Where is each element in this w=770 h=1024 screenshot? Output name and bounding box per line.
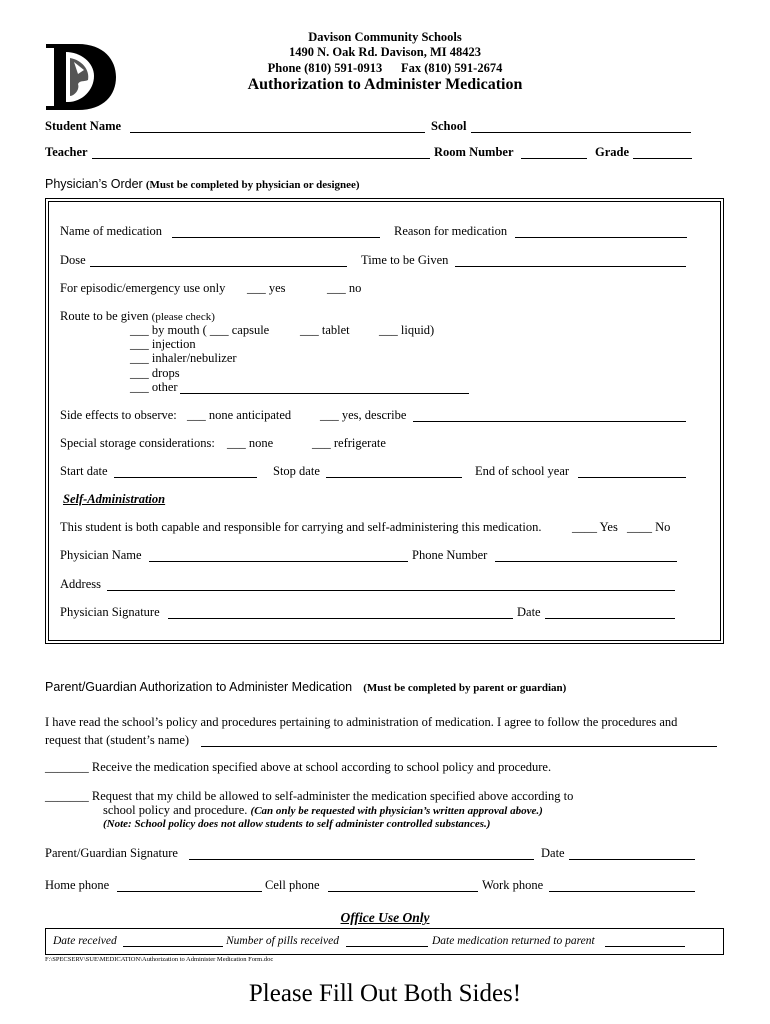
request-note2: (Note: School policy does not allow students to self administer controlled substances.) <box>103 818 491 830</box>
side-effects-yes-option[interactable]: ___ yes, describe <box>320 408 407 422</box>
request-blank[interactable]: _______ <box>45 789 89 803</box>
receive-text: Receive the medication specified above at school according to school policy and procedure. <box>91 760 552 774</box>
phone-number-field[interactable] <box>495 549 677 562</box>
episodic-yes-option[interactable]: ___ yes <box>247 281 286 295</box>
school-field[interactable] <box>471 120 691 133</box>
reason-field[interactable] <box>515 225 687 238</box>
receive-blank[interactable]: _______ <box>45 760 89 774</box>
episodic-label: For episodic/emergency use only <box>60 281 226 295</box>
policy-statement-line2: request that (student’s name) <box>45 733 190 747</box>
date-returned-label: Date medication returned to parent <box>432 935 595 947</box>
storage-none-option[interactable]: ___ none <box>227 436 274 450</box>
stop-date-label: Stop date <box>273 464 320 478</box>
physician-section-title: Physician’s Order <box>45 177 143 191</box>
route-liquid-option[interactable]: ___ liquid) <box>379 323 435 337</box>
storage-label: Special storage considerations: <box>60 436 215 450</box>
physician-date-field[interactable] <box>545 606 675 619</box>
self-admin-statement: This student is both capable and responsible for carrying and self-administering this medication. <box>60 520 542 534</box>
physician-name-label: Physician Name <box>60 548 142 562</box>
storage-refrigerate-option[interactable]: ___ refrigerate <box>312 436 386 450</box>
physician-name-field[interactable] <box>149 549 408 562</box>
route-injection-option[interactable]: ___ injection <box>130 337 196 351</box>
grade-label: Grade <box>595 145 630 159</box>
home-phone-field[interactable] <box>117 879 262 892</box>
side-effects-describe-field[interactable] <box>413 409 686 422</box>
physician-section-note: (Must be completed by physician or designee) <box>145 179 360 191</box>
org-address: 1490 N. Oak Rd. Davison, MI 48423 <box>288 45 482 59</box>
pills-received-label: Number of pills received <box>226 935 339 947</box>
dose-label: Dose <box>60 253 86 267</box>
work-phone-field[interactable] <box>549 879 695 892</box>
office-use-title: Office Use Only <box>340 910 430 925</box>
page-title: Authorization to Administer Medication <box>247 76 523 93</box>
request-text-line2: school policy and procedure. <box>103 803 248 817</box>
fill-both-sides-banner: Please Fill Out Both Sides! <box>248 980 522 1007</box>
end-of-year-label: End of school year <box>475 464 570 478</box>
parent-signature-field[interactable] <box>189 847 534 860</box>
start-date-field[interactable] <box>114 465 257 478</box>
phone-number-label: Phone Number <box>412 548 488 562</box>
pills-received-field[interactable] <box>346 935 428 947</box>
file-path: F:\SPECSERV\SUE\MEDICATION\Authorization to Administer Medication Form.doc <box>45 956 274 963</box>
school-label: School <box>431 119 467 133</box>
student-name-request-field[interactable] <box>201 734 717 747</box>
date-received-field[interactable] <box>123 935 223 947</box>
self-administration-title: Self-Administration <box>63 492 166 506</box>
reason-label: Reason for medication <box>394 224 508 238</box>
org-contact <box>0 61 770 76</box>
start-date-label: Start date <box>60 464 108 478</box>
address-field[interactable] <box>107 578 675 591</box>
physician-signature-label: Physician Signature <box>60 605 160 619</box>
time-field[interactable] <box>455 254 686 267</box>
physician-date-label: Date <box>517 605 541 619</box>
route-inhaler-option[interactable]: ___ inhaler/nebulizer <box>130 351 237 365</box>
route-other-option[interactable]: ___ other <box>130 380 178 394</box>
medication-name-field[interactable] <box>172 225 380 238</box>
grade-field[interactable] <box>633 146 692 159</box>
room-number-field[interactable] <box>521 146 587 159</box>
cell-phone-label: Cell phone <box>265 878 320 892</box>
request-text-line1: Request that my child be allowed to self-administer the medication specified above according to <box>91 789 574 803</box>
room-number-label: Room Number <box>434 145 514 159</box>
teacher-label: Teacher <box>45 145 88 159</box>
student-name-field[interactable] <box>130 120 425 133</box>
parent-date-field[interactable] <box>569 847 695 860</box>
parent-section-note: (Must be completed by parent or guardian) <box>363 682 567 694</box>
parent-section-header <box>45 680 566 695</box>
side-effects-label: Side effects to observe: <box>60 408 177 422</box>
route-drops-option[interactable]: ___ drops <box>130 366 180 380</box>
org-fax: Fax (810) 591-2674 <box>400 61 503 75</box>
time-label: Time to be Given <box>361 253 449 267</box>
stop-date-field[interactable] <box>326 465 462 478</box>
route-tablet-option[interactable]: ___ tablet <box>300 323 350 337</box>
self-admin-yes-option[interactable]: ____ Yes <box>572 520 618 534</box>
dose-field[interactable] <box>90 254 347 267</box>
parent-date-label: Date <box>541 846 565 860</box>
end-of-year-field[interactable] <box>578 465 686 478</box>
medication-name-label: Name of medication <box>60 224 163 238</box>
route-other-field[interactable] <box>180 381 469 394</box>
org-name: Davison Community Schools <box>308 30 462 44</box>
cell-phone-field[interactable] <box>328 879 478 892</box>
teacher-field[interactable] <box>92 146 430 159</box>
route-note: (please check) <box>151 311 215 323</box>
receive-medication-row <box>45 760 551 775</box>
work-phone-label: Work phone <box>482 878 544 892</box>
physician-signature-field[interactable] <box>168 606 513 619</box>
self-admin-no-option[interactable]: ____ No <box>627 520 671 534</box>
request-note1: (Can only be requested with physician’s written approval above.) <box>250 805 543 817</box>
address-label: Address <box>60 577 101 591</box>
student-name-label: Student Name <box>45 119 122 133</box>
episodic-no-option[interactable]: ___ no <box>327 281 362 295</box>
date-returned-field[interactable] <box>605 935 685 947</box>
route-header <box>60 309 215 324</box>
request-text-line2-row <box>103 803 543 818</box>
side-effects-none-option[interactable]: ___ none anticipated <box>187 408 292 422</box>
physician-section-header <box>45 177 360 192</box>
parent-section-title: Parent/Guardian Authorization to Administer Medication <box>45 680 353 694</box>
date-received-label: Date received <box>53 935 117 947</box>
policy-statement-line1: I have read the school’s policy and procedures pertaining to administration of medication. I agree to follow the procedures and <box>45 715 678 729</box>
org-phone: Phone (810) 591-0913 <box>267 61 383 75</box>
home-phone-label: Home phone <box>45 878 110 892</box>
parent-signature-label: Parent/Guardian Signature <box>45 846 178 860</box>
route-by-mouth-option[interactable]: ___ by mouth ( ___ capsule <box>130 323 270 337</box>
route-label: Route to be given <box>60 309 149 323</box>
request-self-admin-row <box>45 789 573 804</box>
